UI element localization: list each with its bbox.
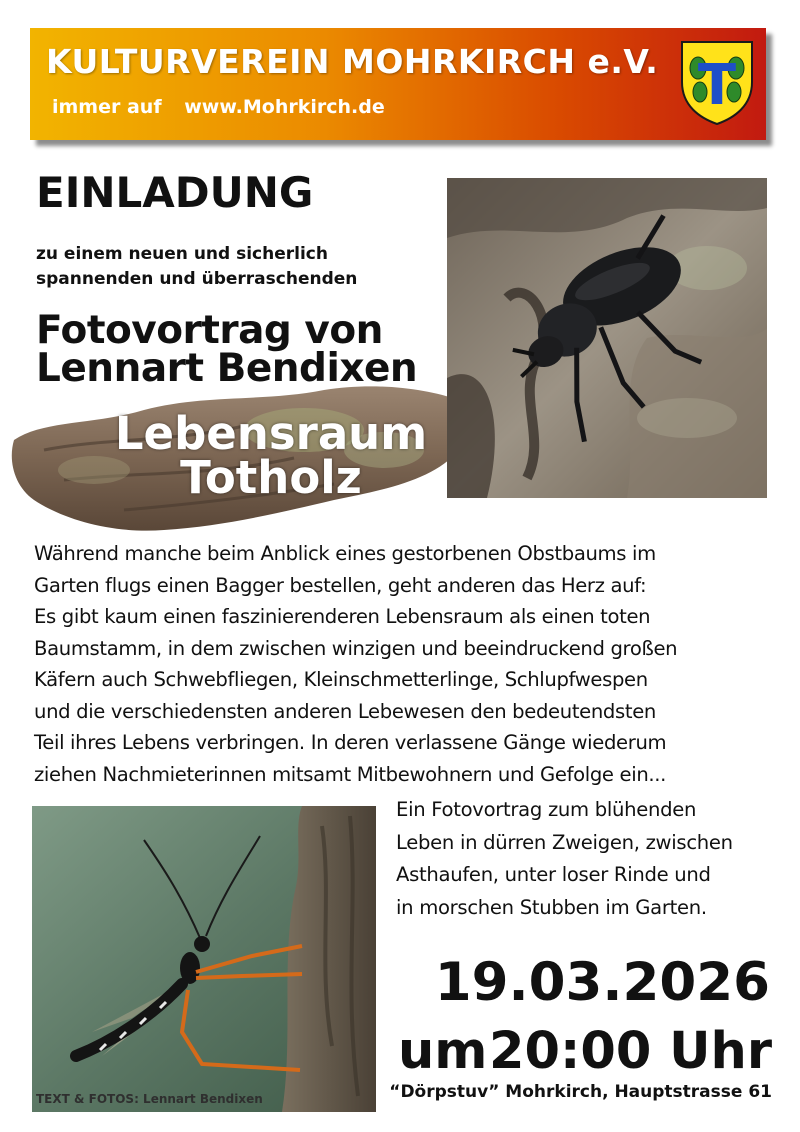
side-line: Ein Fotovortrag zum blühenden	[396, 798, 697, 821]
description-line: Es gibt kaum einen faszinierenderen Lebensraum als einen toten	[34, 605, 651, 628]
crest-letter: T	[697, 53, 737, 118]
banner-tagline	[52, 96, 385, 118]
side-text	[396, 794, 786, 924]
description-line: Während manche beim Anblick eines gestorbenen Obstbaums im	[34, 542, 656, 565]
description-text	[34, 538, 784, 790]
talk-line: Fotovortrag von	[36, 308, 383, 353]
talk-line: Lennart Bendixen	[36, 346, 418, 391]
description-line: Käfern auch Schwebfliegen, Kleinschmetterlinge, Schlupfwespen	[34, 668, 648, 691]
side-line: Leben in dürren Zweigen, zwischen	[396, 830, 733, 854]
intro-line: spannenden und überraschenden	[36, 269, 358, 289]
header-banner	[30, 28, 766, 140]
photo-credit: TEXT & FOTOS: Lennart Bendixen	[36, 1092, 263, 1106]
event-time-row	[398, 1022, 772, 1081]
topic-title	[96, 407, 446, 504]
event-venue: “Dörpstuv” Mohrkirch, Hauptstrasse 61	[389, 1082, 772, 1102]
description-line: und die verschiedensten anderen Lebewesen den bedeutendsten	[34, 699, 656, 723]
intro-line: zu einem neuen und sicherlich	[36, 244, 328, 264]
event-time: 20:00 Uhr	[489, 1022, 772, 1081]
beetle-photo	[447, 178, 767, 498]
event-date: 19.03.2026	[434, 952, 770, 1013]
coat-of-arms-icon	[678, 38, 756, 126]
description-line: ziehen Nachmieterinnen mitsamt Mitbewohnern und Gefolge ein...	[34, 762, 667, 786]
intro-text	[36, 242, 426, 292]
description-line: Garten flugs einen Bagger bestellen, geht anderen das Herz auf:	[34, 573, 647, 597]
side-line: Asthaufen, unter loser Rinde und	[396, 863, 711, 886]
topic-line: Lebensraum	[114, 407, 428, 460]
website-link[interactable]: www.Mohrkirch.de	[184, 96, 385, 118]
wasp-photo	[32, 806, 376, 1112]
side-line: in morschen Stubben im Garten.	[396, 895, 707, 919]
club-name: KULTURVEREIN MOHRKIRCH e.V.	[46, 42, 659, 81]
time-prefix: um	[398, 1022, 488, 1081]
description-line: Teil ihres Lebens verbringen. In deren verlassene Gänge wiederum	[34, 731, 667, 754]
invitation-heading: EINLADUNG	[36, 168, 314, 217]
tagline-text: immer auf	[52, 96, 162, 118]
talk-title	[36, 308, 456, 391]
description-line: Baumstamm, in dem zwischen winzigen und beeindruckend großen	[34, 636, 678, 660]
topic-line: Totholz	[180, 451, 362, 504]
